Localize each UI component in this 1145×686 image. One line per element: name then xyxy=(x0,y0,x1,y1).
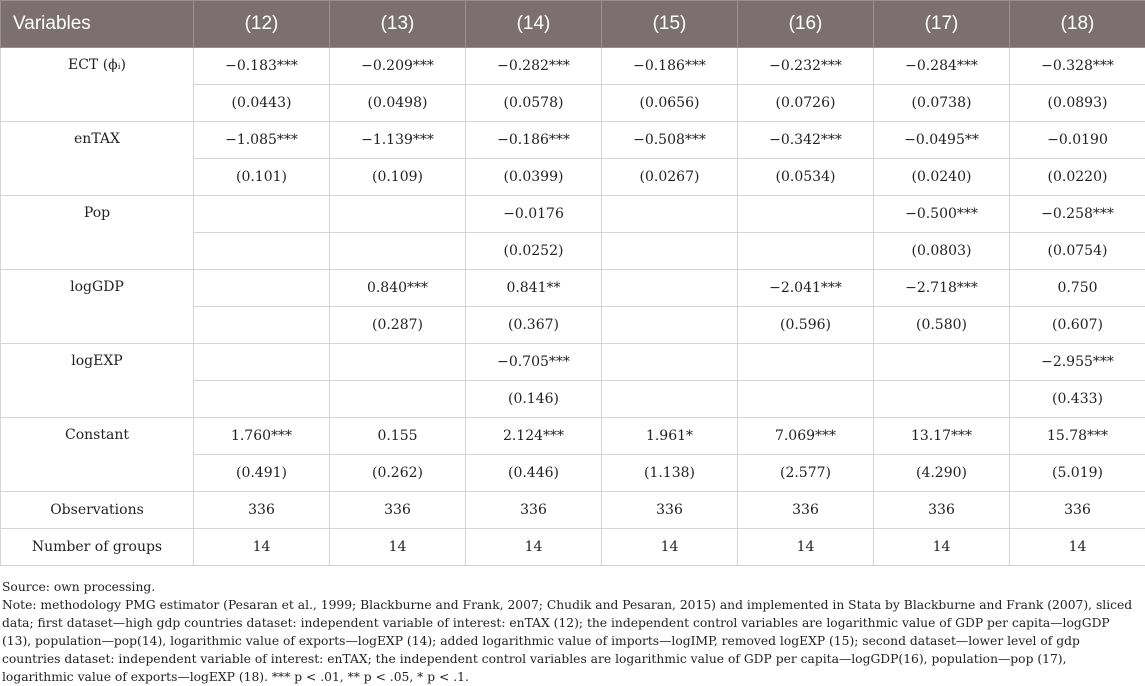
coefficient-cell: −0.183*** xyxy=(194,48,330,85)
coefficient-cell: 2.124*** xyxy=(466,418,602,455)
std-error-cell: (0.607) xyxy=(1010,307,1145,344)
summary-cell: 14 xyxy=(466,529,602,566)
coefficient-cell xyxy=(330,344,466,381)
coefficient-cell: −0.705*** xyxy=(466,344,602,381)
summary-cell: 336 xyxy=(738,492,874,529)
coefficient-cell xyxy=(602,196,738,233)
row-label: Number of groups xyxy=(1,529,194,566)
header-variables: Variables xyxy=(1,1,194,48)
std-error-cell: (0.0656) xyxy=(602,85,738,122)
coefficient-cell: −0.232*** xyxy=(738,48,874,85)
coefficient-cell: −0.284*** xyxy=(874,48,1010,85)
row-label: ECT (ϕᵢ) xyxy=(1,48,194,122)
std-error-cell xyxy=(194,233,330,270)
coefficient-cell xyxy=(194,344,330,381)
coefficient-cell: 1.760*** xyxy=(194,418,330,455)
std-error-cell: (0.433) xyxy=(1010,381,1145,418)
header-model-16: (16) xyxy=(738,1,874,48)
table-body xyxy=(1,48,1145,566)
summary-cell: 14 xyxy=(194,529,330,566)
std-error-cell: (0.146) xyxy=(466,381,602,418)
std-error-cell: (0.0754) xyxy=(1010,233,1145,270)
coefficient-cell: −0.0495** xyxy=(874,122,1010,159)
coefficient-cell: −2.041*** xyxy=(738,270,874,307)
std-error-cell: (0.0893) xyxy=(1010,85,1145,122)
std-error-cell: (0.0498) xyxy=(330,85,466,122)
summary-cell: 14 xyxy=(330,529,466,566)
header-model-12: (12) xyxy=(194,1,330,48)
std-error-cell: (1.138) xyxy=(602,455,738,492)
coefficient-cell: −0.508*** xyxy=(602,122,738,159)
std-error-cell: (0.0220) xyxy=(1010,159,1145,196)
coefficient-cell: −1.085*** xyxy=(194,122,330,159)
std-error-cell: (0.101) xyxy=(194,159,330,196)
coefficient-cell xyxy=(738,196,874,233)
std-error-cell: (4.290) xyxy=(874,455,1010,492)
summary-cell: 336 xyxy=(194,492,330,529)
std-error-cell: (0.0534) xyxy=(738,159,874,196)
coefficient-cell: −0.328*** xyxy=(1010,48,1145,85)
std-error-cell xyxy=(738,381,874,418)
table-row xyxy=(1,270,1145,307)
row-label: Pop xyxy=(1,196,194,270)
summary-cell: 14 xyxy=(1010,529,1145,566)
header-model-13: (13) xyxy=(330,1,466,48)
std-error-cell: (0.0252) xyxy=(466,233,602,270)
std-error-cell: (0.0726) xyxy=(738,85,874,122)
summary-cell: 336 xyxy=(330,492,466,529)
coefficient-cell: 0.155 xyxy=(330,418,466,455)
std-error-cell: (0.446) xyxy=(466,455,602,492)
table-notes xyxy=(2,578,1142,686)
summary-cell: 14 xyxy=(874,529,1010,566)
coefficient-cell xyxy=(874,344,1010,381)
std-error-cell: (2.577) xyxy=(738,455,874,492)
coefficient-cell: −2.718*** xyxy=(874,270,1010,307)
coefficient-cell xyxy=(194,270,330,307)
std-error-cell xyxy=(602,381,738,418)
header-model-14: (14) xyxy=(466,1,602,48)
std-error-cell xyxy=(330,233,466,270)
row-label: Observations xyxy=(1,492,194,529)
coefficient-cell: 0.750 xyxy=(1010,270,1145,307)
table-row xyxy=(1,418,1145,455)
coefficient-cell: −0.258*** xyxy=(1010,196,1145,233)
coefficient-cell: −0.342*** xyxy=(738,122,874,159)
coefficient-cell: −0.186*** xyxy=(466,122,602,159)
coefficient-cell xyxy=(194,196,330,233)
coefficient-cell: −0.0190 xyxy=(1010,122,1145,159)
header-model-18: (18) xyxy=(1010,1,1145,48)
summary-cell: 336 xyxy=(466,492,602,529)
coefficient-cell: −1.139*** xyxy=(330,122,466,159)
table-row xyxy=(1,529,1145,566)
row-label: Constant xyxy=(1,418,194,492)
table-row xyxy=(1,122,1145,159)
std-error-cell: (0.0803) xyxy=(874,233,1010,270)
coefficient-cell: 15.78*** xyxy=(1010,418,1145,455)
coefficient-cell xyxy=(602,344,738,381)
row-label: enTAX xyxy=(1,122,194,196)
table-row xyxy=(1,48,1145,85)
coefficient-cell: −0.500*** xyxy=(874,196,1010,233)
header-model-17: (17) xyxy=(874,1,1010,48)
std-error-cell xyxy=(602,233,738,270)
std-error-cell: (0.0443) xyxy=(194,85,330,122)
header-row xyxy=(1,1,1145,48)
coefficient-cell: −0.282*** xyxy=(466,48,602,85)
row-label: logGDP xyxy=(1,270,194,344)
std-error-cell: (0.287) xyxy=(330,307,466,344)
coefficient-cell: −2.955*** xyxy=(1010,344,1145,381)
coefficient-cell: 7.069*** xyxy=(738,418,874,455)
std-error-cell: (0.262) xyxy=(330,455,466,492)
std-error-cell: (0.596) xyxy=(738,307,874,344)
source-note: Source: own processing. xyxy=(2,578,1142,596)
std-error-cell xyxy=(194,307,330,344)
table-row xyxy=(1,196,1145,233)
summary-cell: 336 xyxy=(874,492,1010,529)
methodology-note: Note: methodology PMG estimator (Pesaran et al., 1999; Blackburne and Frank, 2007; Chudik and Pesaran, 2015) and implemented in Stata by Blackburne and Frank (2007), sliced data; first dataset—high gdp countries dataset: independent variable of interest: enTAX (12); the independent control variables are logarithmic value of GDP per capita—logGDP (13), population—pop(14), logarithmic value of exports—logEXP (14); added logarithmic value of imports—logIMP, removed logEXP (15); second dataset—lower level of gdp countries dataset: independent variable of interest: enTAX; the independent control variables are logarithmic value of GDP per capita—logGDP(16), population—pop (17), logarithmic value of exports—logEXP (18). *** p < .01, ** p < .05, * p < .1. xyxy=(2,596,1142,686)
coefficient-cell: −0.186*** xyxy=(602,48,738,85)
summary-cell: 336 xyxy=(1010,492,1145,529)
coefficient-cell: −0.0176 xyxy=(466,196,602,233)
std-error-cell: (0.0578) xyxy=(466,85,602,122)
std-error-cell xyxy=(330,381,466,418)
header-model-15: (15) xyxy=(602,1,738,48)
std-error-cell: (0.109) xyxy=(330,159,466,196)
table-row xyxy=(1,492,1145,529)
coefficient-cell: −0.209*** xyxy=(330,48,466,85)
std-error-cell: (0.0399) xyxy=(466,159,602,196)
coefficient-cell: 0.840*** xyxy=(330,270,466,307)
std-error-cell xyxy=(738,233,874,270)
std-error-cell: (0.0267) xyxy=(602,159,738,196)
std-error-cell xyxy=(602,307,738,344)
summary-cell: 14 xyxy=(738,529,874,566)
std-error-cell: (5.019) xyxy=(1010,455,1145,492)
summary-cell: 14 xyxy=(602,529,738,566)
std-error-cell: (0.580) xyxy=(874,307,1010,344)
coefficient-cell: 0.841** xyxy=(466,270,602,307)
row-label: logEXP xyxy=(1,344,194,418)
std-error-cell xyxy=(194,381,330,418)
summary-cell: 336 xyxy=(602,492,738,529)
coefficient-cell xyxy=(330,196,466,233)
coefficient-cell: 13.17*** xyxy=(874,418,1010,455)
std-error-cell: (0.0240) xyxy=(874,159,1010,196)
std-error-cell: (0.0738) xyxy=(874,85,1010,122)
std-error-cell: (0.491) xyxy=(194,455,330,492)
table-row xyxy=(1,344,1145,381)
std-error-cell xyxy=(874,381,1010,418)
std-error-cell: (0.367) xyxy=(466,307,602,344)
coefficient-cell xyxy=(602,270,738,307)
coefficient-cell xyxy=(738,344,874,381)
coefficient-cell: 1.961* xyxy=(602,418,738,455)
